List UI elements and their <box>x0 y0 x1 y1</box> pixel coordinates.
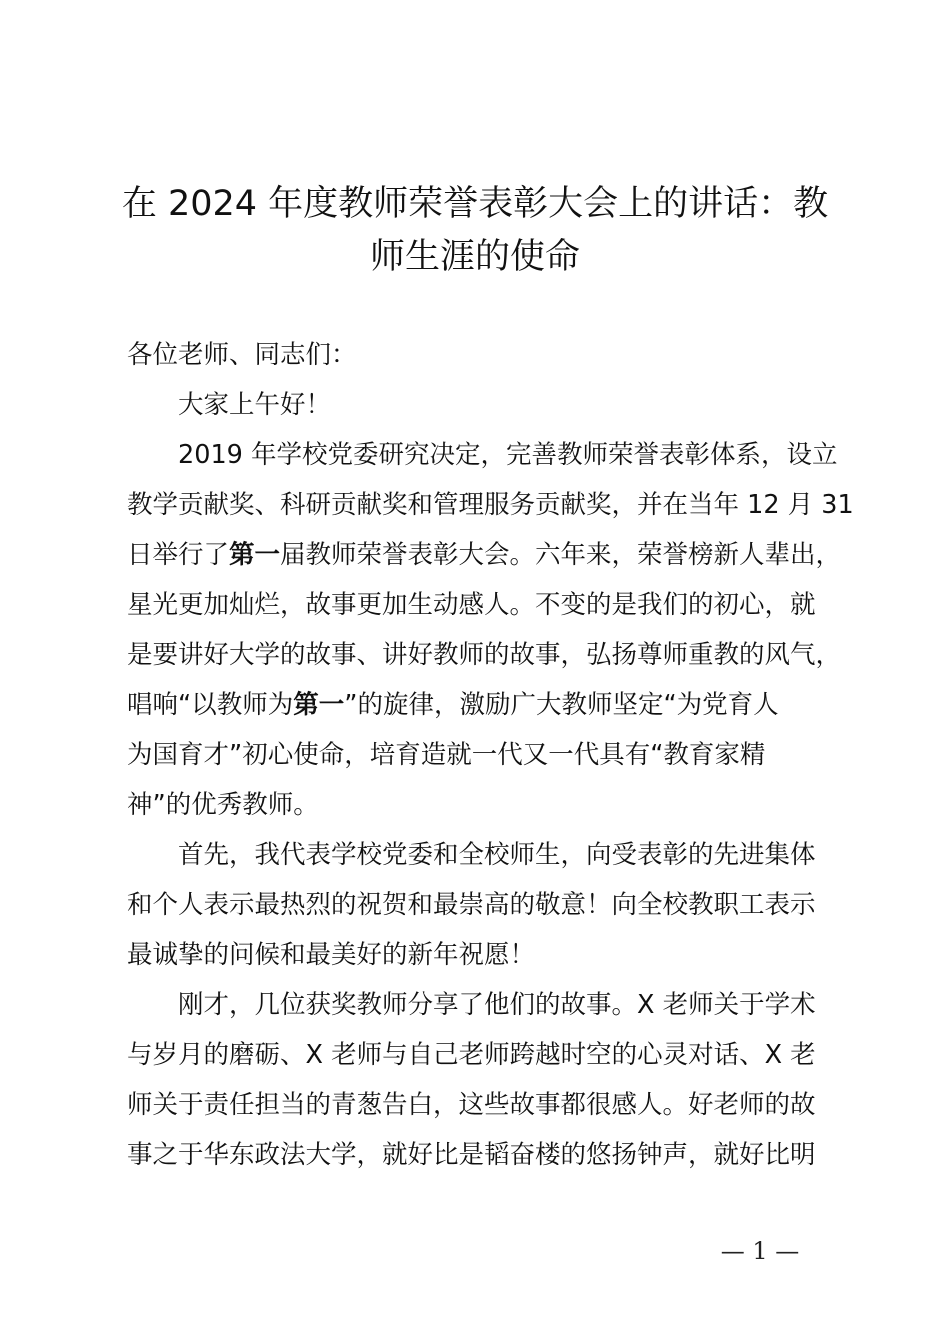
document-title <box>100 178 850 284</box>
paragraph-1-line-6-c: ”的旋律，激励广大教师坚定“为党育人 <box>344 690 779 720</box>
paragraph-1-line-2: 教学贡献奖、科研贡献奖和管理服务贡献奖，并在当年 12 月 31 <box>127 490 854 520</box>
paragraph-1-line-4: 星光更加灿烂，故事更加生动感人。不变的是我们的初心，就 <box>127 590 816 620</box>
paragraph-3-cont <box>127 1030 837 1180</box>
salutation <box>127 330 837 380</box>
paragraph-3-line-2: 与岁月的磨砺、X 老师与自己老师跨越时空的心灵对话、X 老 <box>127 1040 816 1070</box>
greeting-text: 大家上午好！ <box>178 390 332 420</box>
paragraph-3-line-3: 师关于责任担当的青葱告白，这些故事都很感人。好老师的故 <box>127 1090 816 1120</box>
paragraph-1-line-6-a: 唱响“以教师为 <box>127 690 294 720</box>
document-body <box>127 330 854 1180</box>
paragraph-2 <box>127 830 837 880</box>
paragraph-1-cont <box>127 480 854 830</box>
paragraph-2-line-3: 最诚挚的问候和最美好的新年祝愿！ <box>127 940 536 970</box>
title-line-2: 师生涯的使命 <box>369 237 580 277</box>
paragraph-2-cont <box>127 880 837 980</box>
greeting <box>127 380 837 430</box>
paragraph-1-line-7: 为国育才”初心使命，培育造就一代又一代具有“教育家精 <box>127 740 766 770</box>
paragraph-1-line-3 <box>127 530 842 580</box>
paragraph-3 <box>127 980 837 1030</box>
paragraph-1-line-3-c: 届教师荣誉表彰大会。六年来，荣誉榜新人辈出， <box>280 540 842 570</box>
page-number: — 1 — <box>720 1237 800 1265</box>
title-line-1: 在 2024 年度教师荣誉表彰大会上的讲话：教 <box>121 184 829 224</box>
bold-first-2: 第一 <box>293 690 345 720</box>
paragraph-3-line-4: 事之于华东政法大学，就好比是韬奋楼的悠扬钟声，就好比明 <box>127 1140 816 1170</box>
salutation-text: 各位老师、同志们： <box>127 340 357 370</box>
paragraph-3-line-1: 刚才，几位获奖教师分享了他们的故事。X 老师关于学术 <box>178 990 816 1020</box>
paragraph-1 <box>127 430 837 480</box>
paragraph-1-line-8: 神”的优秀教师。 <box>127 790 319 820</box>
paragraph-1-line-3-a: 日举行了 <box>127 540 230 570</box>
paragraph-1-line-1: 2019 年学校党委研究决定，完善教师荣誉表彰体系，设立 <box>178 440 838 470</box>
paragraph-2-line-1: 首先，我代表学校党委和全校师生，向受表彰的先进集体 <box>178 840 816 870</box>
paragraph-1-line-6 <box>127 680 837 730</box>
bold-first-1: 第一 <box>229 540 281 570</box>
paragraph-2-line-2: 和个人表示最热烈的祝贺和最崇高的敬意！向全校教职工表示 <box>127 890 816 920</box>
paragraph-1-line-5: 是要讲好大学的故事、讲好教师的故事，弘扬尊师重教的风气， <box>127 640 842 670</box>
